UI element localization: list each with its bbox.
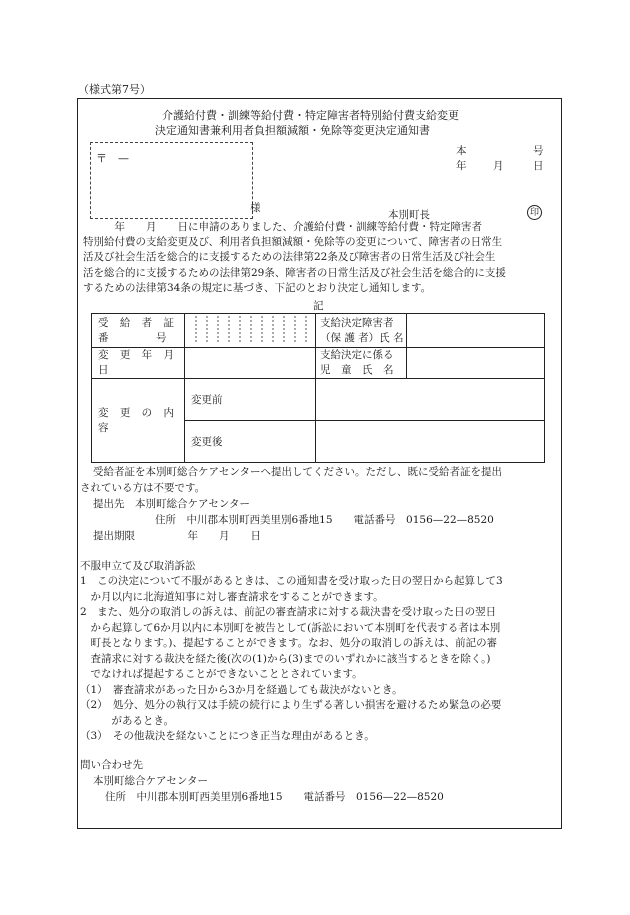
after-label: 変更後 (191, 436, 223, 448)
issuer-name: 本別町長 (388, 209, 430, 221)
appeal-line: 町長となります。)、提起することができます。なお、処分の取消しの訴えは、前記の審 (80, 637, 498, 649)
before-label: 変更前 (191, 394, 223, 406)
appeal-line: 1 この決定について不服があるときは、この通知書を受け取った日の翌日から起算して3 (80, 575, 503, 587)
change-date-label: 変 更 年 月 日 (92, 348, 185, 379)
intro-paragraph (83, 220, 557, 296)
intro-line: 活及び社会生活を総合的に支援するための法律第22条及び障害者の日常生活及び社会生 (83, 251, 496, 264)
before-label-cell (185, 379, 316, 421)
postal-dash: — (118, 152, 129, 165)
beneficiary-name-label (316, 314, 407, 348)
seal-mark: 印 (527, 205, 542, 220)
submit-to: 提出先 本別町総合ケアセンター (93, 498, 250, 510)
appeal-line: （2） 処分、処分の執行又は手続の続行により生ずる著しい損害を避けるため緊急の必要 (80, 699, 502, 711)
label-line: （保 護 者）氏 名 (320, 331, 404, 344)
after-label-cell (185, 421, 316, 463)
notice-line-1: 受給者証を本別町総合ケアセンターへ提出してください。ただし、既に受給者証を提出 (93, 466, 502, 478)
appeal-title: 不服申立て及び取消訴訟 (80, 560, 196, 572)
appeal-line: から起算して6か月以内に本別町を被告として(訴訟において本別町を代表する者は本別 (80, 621, 501, 634)
doc-number-go: 号 (533, 145, 544, 157)
change-date-value (185, 348, 316, 379)
before-value (316, 379, 545, 421)
label-line: 児 童 氏 名 (320, 364, 394, 376)
intro-line: 活を総合的に支援するための法律第29条、障害者の日常生活及び社会生活を総合的に支援 (83, 266, 506, 279)
appeal-line: 査請求に対する裁決を経た後(次の(1)から(3)までのいずれかに該当するときを除く。) (80, 652, 491, 665)
label-line: 支給決定障害者 (320, 316, 394, 329)
notice-line-2: されている方は不要です。 (80, 482, 206, 494)
recipient-cert-label (92, 314, 185, 348)
appeal-line: でなければ提起することができないこととされています。 (80, 668, 363, 680)
after-value (316, 421, 545, 463)
date-year: 年 (456, 160, 467, 172)
label-line: 番 号 (98, 331, 171, 344)
form-number: （様式第7号） (78, 83, 151, 96)
address-box (90, 142, 253, 219)
contact-title: 問い合わせ先 (80, 759, 143, 771)
appeal-line: （1） 審査請求があった日から3か月を経過しても裁決がないとき。 (80, 683, 403, 696)
ki-heading: 記 (313, 300, 324, 312)
doc-number-hon: 本 (456, 145, 467, 157)
title-line-1: 介護給付費・訓練等給付費・特定障害者特別給付費支給変更 (162, 109, 459, 122)
intro-line: するための法律第34条の規定に基づき、下記のとおり決定し通知します。 (83, 281, 432, 294)
change-content-label: 変 更 の 内 容 (92, 379, 185, 463)
intro-line: 特別給付費の支給変更及び、利用者負担額減額・免除等の変更について、障害者の日常生 (83, 236, 503, 249)
submit-address: 住所 中川郡本別町西美里別6番地15 電話番号 0156—22—8520 (155, 514, 494, 526)
postal-mark: 〒 (96, 152, 107, 165)
decision-table (91, 313, 545, 463)
beneficiary-name-value (407, 314, 545, 348)
appeal-line: （3） その他裁決を経ないことにつき正当な理由があるとき。 (80, 730, 375, 742)
submit-deadline: 提出期限 年 月 日 (93, 530, 261, 542)
appeal-line: か月以内に北海道知事に対し審査請求をすることができます。 (80, 590, 384, 603)
label-line: 受 給 者 証 (98, 316, 179, 329)
appeal-body (80, 574, 560, 745)
intro-line: 年 月 日に申請のありました、介護給付費・訓練等給付費・特定障害者 (83, 221, 482, 233)
contact-org: 本別町総合ケアセンター (93, 775, 208, 787)
recipient-cert-number-cell (185, 314, 316, 348)
child-name-value (407, 348, 545, 379)
date-month: 月 (493, 160, 504, 172)
honorific-sama: 様 (250, 202, 261, 214)
date-day: 日 (533, 160, 544, 172)
appeal-line: があるとき。 (80, 714, 175, 727)
contact-address: 住所 中川郡本別町西美里別6番地15 電話番号 0156—22—8520 (105, 791, 444, 803)
label-line: 支給決定に係る (320, 349, 394, 361)
digit-dividers (185, 314, 316, 344)
child-name-label (316, 348, 407, 379)
appeal-line: 2 また、処分の取消しの訴えは、前記の審査請求に対する裁決書を受け取った日の翌日 (80, 606, 497, 618)
title-line-2: 決定通知書兼利用者負担額減額・免除等変更決定通知書 (155, 124, 430, 137)
